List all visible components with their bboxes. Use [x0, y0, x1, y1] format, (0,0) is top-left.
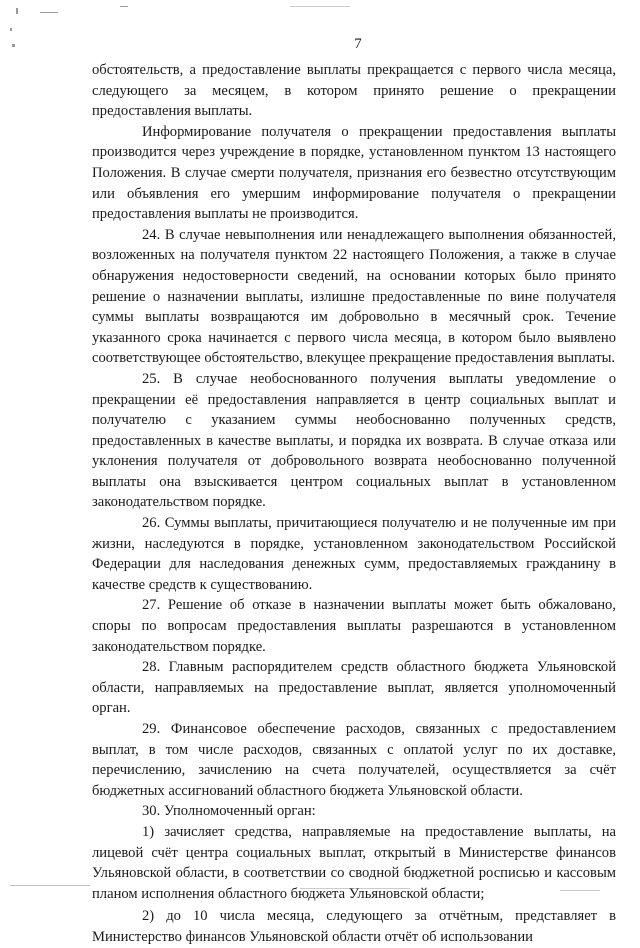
paragraph-25: 25. В случае необоснованного получения выплаты уведомление о прекращении её предоставления направляется в центр социальных выплат и получателю с указанием суммы необоснованно полученных средств, предоставленных в качестве выплаты, и порядка их возврата. В случае отказа или уклонения получателя от добровольного возврата необоснованно полученной выплаты она взыскивается центром социальных выплат в установленном законодательством порядке.: [92, 370, 616, 511]
paragraph-30-item-2-text: 2) до 10 числа месяца, следующего за отчётным, представляет в Министерство финансов Ульяновской области отчёт об использовании: [92, 908, 616, 945]
paragraph-30: 30. Уполномоченный орган:: [142, 803, 316, 820]
scan-artifact: [16, 8, 18, 14]
scan-artifact: [10, 28, 12, 31]
paragraph-28: 28. Главным распорядителем средств областного бюджета Ульяновской области, направляемых на предоставление выплат, является уполномоченный орган.: [92, 659, 616, 717]
scan-artifact: [120, 6, 128, 7]
paragraph-24: 24. В случае невыполнения или ненадлежащего выполнения обязанностей, возложенных на получателя пунктом 22 настоящего Положения, а также в случае обнаружения недостоверности сведений, на основании которых было принято решение о назначении выплаты, излишне предоставленные по вине получателя суммы выплаты возвращаются им добровольно в месячный срок. Течение указанного срока начинается с первого числа месяца, в котором было выявлено соответствующее обстоятельство, влекущее прекращение предоставления выплаты.: [92, 226, 616, 367]
page-number: 7: [354, 36, 362, 52]
paragraph-30-item-2: [92, 906, 616, 947]
paragraph-informing: Информирование получателя о прекращении предоставления выплаты производится через учреждение в порядке, установленном пунктом 13 настоящего Положения. В случае смерти получателя, признания его безвестно отсутствующим или объявления его умершим информирование получателя о прекращении предоставления выплаты не производится.: [92, 123, 616, 223]
paragraph-29: 29. Финансовое обеспечение расходов, связанных с предоставлением выплат, в том числе расходов, связанных с оплатой услуг по их доставке, перечислению, зачислению на счета получателей, осуществляется за счёт бюджетных ассигнований областного бюджета Ульяновской области.: [92, 721, 616, 799]
paragraph-27: 27. Решение об отказе в назначении выплаты может быть обжаловано, споры по вопросам предоставления выплаты разрешаются в установленном законодательством порядке.: [92, 597, 616, 655]
scan-artifact: [10, 885, 90, 886]
document-body: [92, 60, 616, 948]
paragraph-30-item-1: 1) зачисляет средства, направляемые на предоставление выплаты, на лицевой счёт центра социальных выплат, открытый в Министерстве финансов Ульяновской области, в соответствии со сводной бюджетной росписью и кассовым планом исполнения областного бюджета Ульяновской области;: [92, 823, 616, 902]
scan-artifact: [40, 12, 58, 13]
scan-artifact: [290, 6, 350, 7]
paragraph-continuation: обстоятельств, а предоставление выплаты прекращается с первого числа месяца, следующего за месяцем, в котором принято решение о прекращении предоставления выплаты.: [92, 62, 616, 120]
paragraph-26: 26. Суммы выплаты, причитающиеся получателю и не полученные им при жизни, наследуются в порядке, установленном законодательством Российской Федерации для наследования денежных сумм, предоставляемых гражданину в качестве средств к существованию.: [92, 515, 616, 593]
